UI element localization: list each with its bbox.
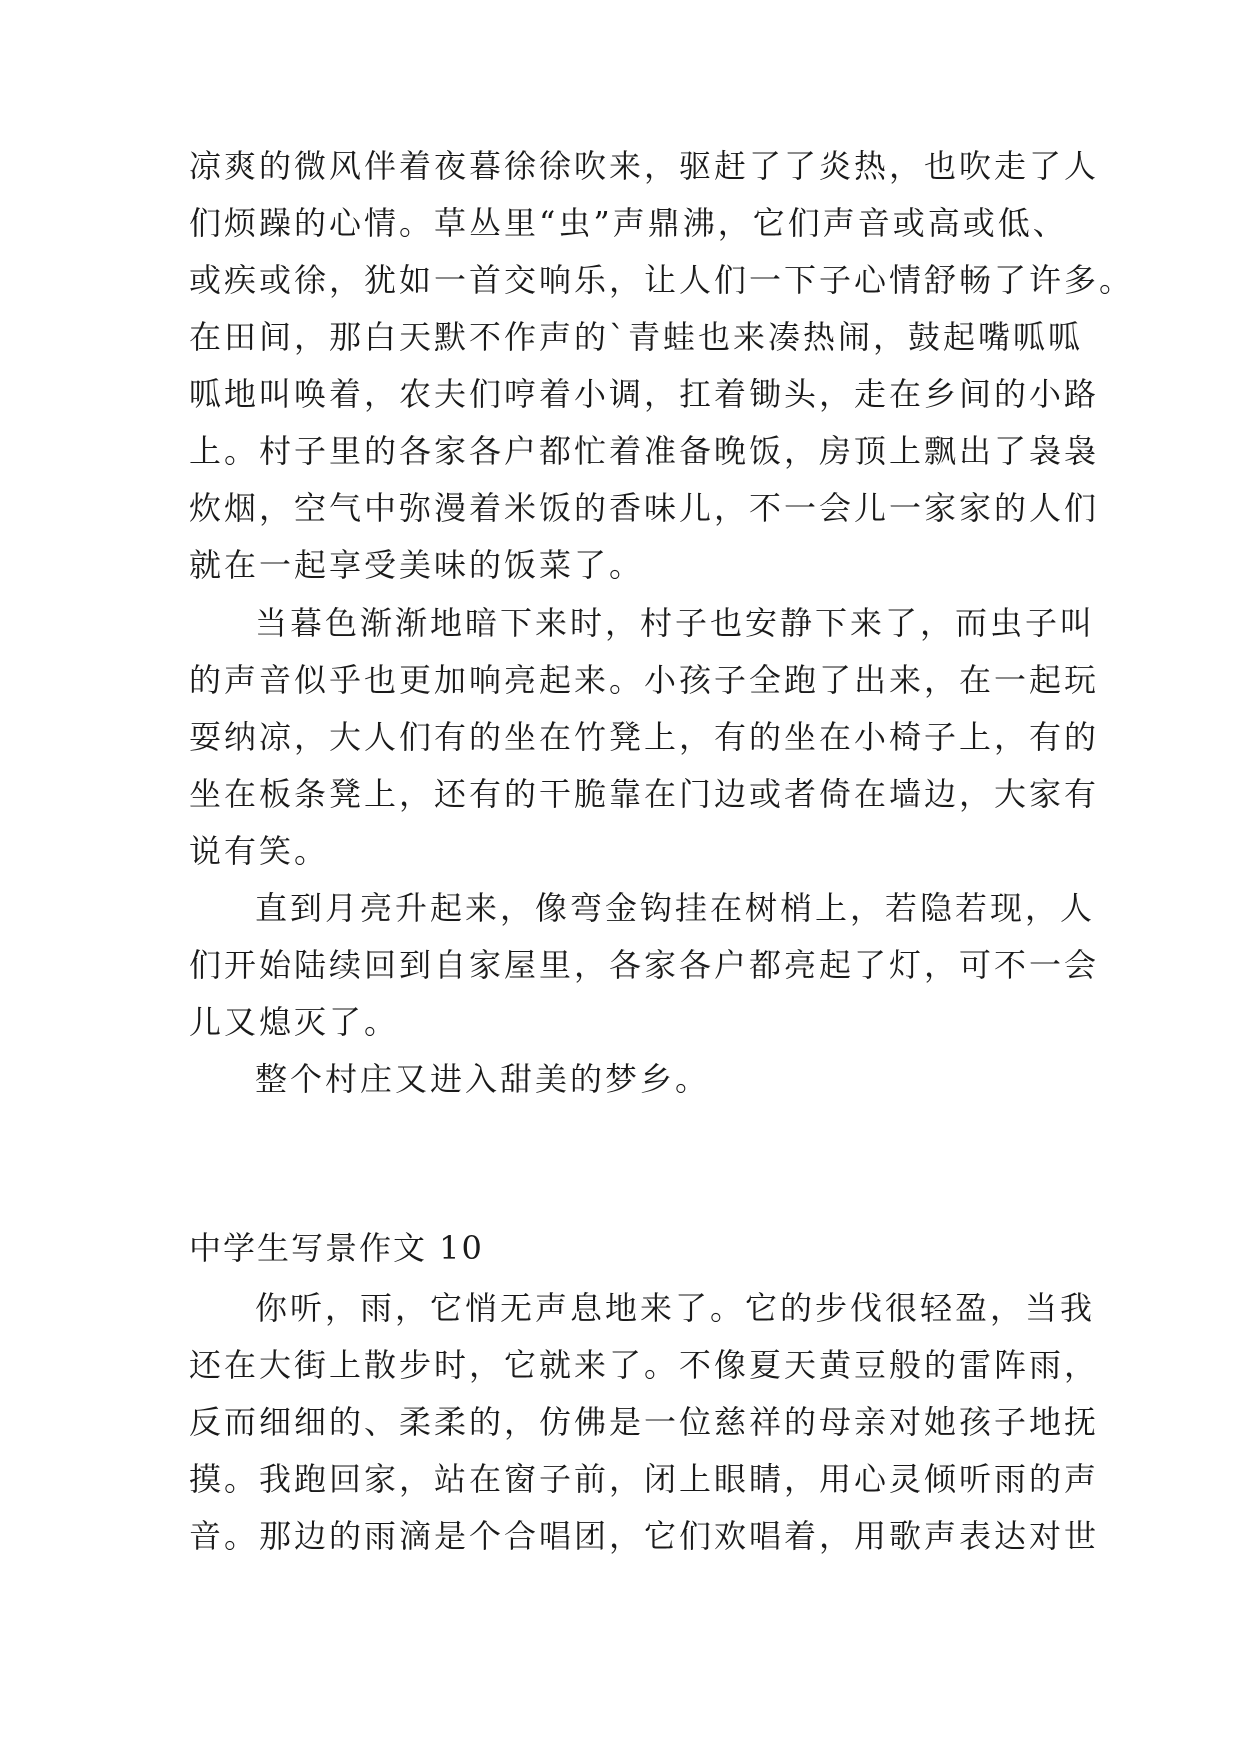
section-title: 中学生写景作文 10: [189, 1229, 484, 1267]
text-line: 或疾或徐，犹如一首交响乐，让人们一下子心情舒畅了许多。: [189, 261, 1135, 299]
text-line: 音。那边的雨滴是个合唱团，它们欢唱着，用歌声表达对世: [189, 1517, 1100, 1555]
text-line: 呱地叫唤着，农夫们哼着小调，扛着锄头，走在乡间的小路: [189, 375, 1100, 413]
text-line: 摸。我跑回家，站在窗子前，闭上眼睛，用心灵倾听雨的声: [189, 1460, 1100, 1498]
text-line: 们开始陆续回到自家屋里，各家各户都亮起了灯，可不一会: [189, 946, 1100, 984]
text-line: 坐在板条凳上，还有的干脆靠在门边或者倚在墙边，大家有: [189, 775, 1100, 813]
text-line: 耍纳凉，大人们有的坐在竹凳上，有的坐在小椅子上，有的: [189, 718, 1100, 756]
text-line: 凉爽的微风伴着夜暮徐徐吹来，驱赶了了炎热，也吹走了人: [189, 147, 1100, 185]
text-line: 们烦躁的心情。草丛里“虫”声鼎沸，它们声音或高或低、: [189, 204, 1068, 242]
text-line: 你听，雨，它悄无声息地来了。它的步伐很轻盈，当我: [255, 1289, 1096, 1327]
text-line: 炊烟，空气中弥漫着米饭的香味儿，不一会儿一家家的人们: [189, 489, 1100, 527]
text-line: 上。村子里的各家各户都忙着准备晚饭，房顶上飘出了袅袅: [189, 432, 1100, 470]
text-line: 的声音似乎也更加响亮起来。小孩子全跑了出来，在一起玩: [189, 661, 1100, 699]
text-line: 还在大街上散步时，它就来了。不像夏天黄豆般的雷阵雨，: [189, 1346, 1100, 1384]
text-line: 整个村庄又进入甜美的梦乡。: [255, 1060, 711, 1098]
text-line: 反而细细的、柔柔的，仿佛是一位慈祥的母亲对她孩子地抚: [189, 1403, 1100, 1441]
text-line: 儿又熄灭了。: [189, 1003, 400, 1041]
text-line: 直到月亮升起来，像弯金钩挂在树梢上，若隐若现，人: [255, 889, 1096, 927]
text-line: 就在一起享受美味的饭菜了。: [189, 546, 645, 584]
text-line: 当暮色渐渐地暗下来时，村子也安静下来了，而虫子叫: [255, 604, 1096, 642]
text-line: 说有笑。: [189, 832, 330, 870]
text-line: 在田间，那白天默不作声的`青蛙也来凑热闹，鼓起嘴呱呱: [189, 318, 1084, 356]
